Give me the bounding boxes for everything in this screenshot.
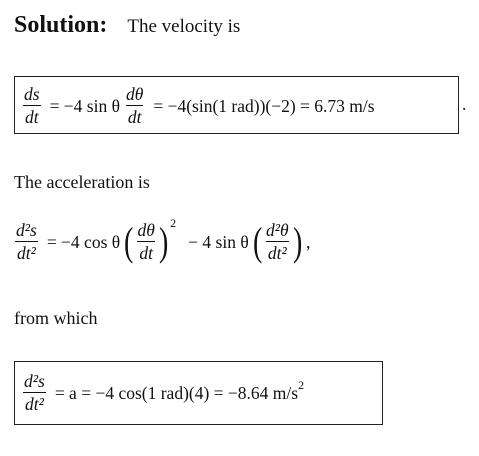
final-lhs-denominator: dt²	[24, 394, 44, 414]
velocity-equation	[22, 84, 375, 128]
right-paren: )	[292, 219, 302, 264]
from-which-text: from which	[14, 308, 98, 328]
accel-term2: − 4 sin θ	[188, 231, 249, 252]
velocity-result: = −4(sin(1 rad))(−2) = 6.73 m/s	[153, 95, 375, 116]
final-unit-exponent: 2	[298, 378, 305, 392]
accel-end-punct: ,	[305, 231, 311, 252]
velocity-lhs-fraction	[22, 83, 42, 127]
accel-t2-fraction	[264, 219, 291, 263]
solution-heading	[14, 12, 240, 39]
accel-t2-numerator: d²θ	[266, 219, 289, 240]
velocity-mid-numerator: dθ	[125, 83, 144, 104]
velocity-end-punct: .	[462, 94, 467, 114]
velocity-mid-fraction	[124, 83, 145, 127]
left-paren: (	[252, 219, 263, 264]
acceleration-intro: The acceleration is	[14, 172, 150, 192]
accel-t2-denominator: dt²	[267, 243, 287, 263]
solution-label: Solution:	[14, 12, 108, 38]
right-paren: )	[158, 219, 169, 264]
velocity-lhs-denominator: dt	[24, 107, 39, 127]
accel-t1-numerator: dθ	[137, 219, 155, 240]
accel-t1-exponent: 2	[170, 216, 177, 230]
velocity-term: = −4 sin θ	[49, 95, 120, 116]
left-paren: (	[124, 219, 134, 264]
final-equation	[22, 368, 304, 418]
accel-lhs-denominator: dt²	[16, 243, 36, 263]
accel-lhs-numerator: d²s	[16, 219, 37, 240]
accel-t1-denominator: dt	[139, 243, 153, 263]
final-lhs-fraction	[22, 370, 47, 414]
accel-lhs-fraction	[14, 219, 39, 263]
velocity-mid-denominator: dt	[127, 107, 142, 127]
final-expression: = a = −4 cos(1 rad)(4) = −8.64 m/s	[54, 382, 299, 403]
accel-term1: = −4 cos θ	[46, 231, 121, 252]
velocity-intro: The velocity is	[127, 16, 241, 37]
final-lhs-numerator: d²s	[24, 370, 45, 391]
acceleration-equation	[14, 214, 310, 270]
accel-t1-fraction	[135, 219, 156, 263]
velocity-lhs-numerator: ds	[24, 83, 40, 104]
